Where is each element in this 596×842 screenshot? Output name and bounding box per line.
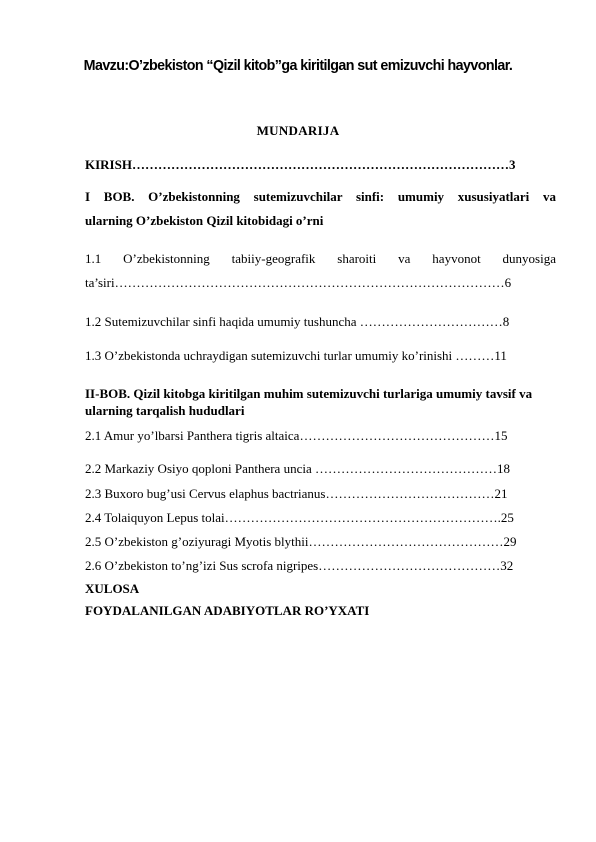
toc-entry-1-2: 1.2 Sutemizuvchilar sinfi haqida umumiy tushuncha ……………………………8 [85, 314, 510, 329]
toc-entry-2-1: 2.1 Amur yo’lbarsi Panthera tigris altaica………………………………………15 [85, 428, 508, 443]
toc-entry-conclusion: XULOSA [85, 581, 140, 596]
toc-entry-2-6: 2.6 O’zbekiston to’ng’izi Sus scrofa nigripes……………………………………32 [85, 558, 514, 573]
toc-entry-2-4: 2.4 Tolaiquyon Lepus tolai……………………………………………………….25 [85, 510, 514, 525]
toc-entry-chapter1-line1: I BOB. O’zbekistonning sutemizuvchilar sinfi: umumiy xususiyatlari va [85, 189, 556, 204]
toc-entry-2-3: 2.3 Buxoro bug’usi Cervus elaphus bactrianus…………………………………21 [85, 486, 508, 501]
toc-entry-1-3: 1.3 O’zbekistonda uchraydigan sutemizuvchi turlar umumiy ko’rinishi ………11 [85, 348, 507, 363]
toc-entry-1-1-line2: ta’siri………………………………………………………………………………6 [85, 275, 512, 290]
toc-entry-chapter1-line2: ularning O’zbekiston Qizil kitobidagi o’rni [85, 213, 324, 228]
toc-entry-intro: KIRISH……………………………………………………………………………3 [85, 157, 516, 172]
toc-title: MUNDARIJA [256, 123, 340, 138]
document-topic: Mavzu:O’zbekiston “Qizil kitob”ga kiritilgan sut emizuvchi hayvonlar. [83, 57, 513, 74]
toc-entry-2-2: 2.2 Markaziy Osiyo qoploni Panthera uncia ……………………………………18 [85, 461, 510, 476]
toc-entry-references: FOYDALANILGAN ADABIYOTLAR RO’YXATI [85, 603, 370, 618]
toc-entry-2-5: 2.5 O’zbekiston g’oziyuragi Myotis blythii………………………………………29 [85, 534, 517, 549]
toc-entry-1-1-line1: 1.1 O’zbekistonning tabiiy-geografik sharoiti va hayvonot dunyosiga [85, 251, 556, 266]
toc-entry-chapter2: II-BOB. Qizil kitobga kiritilgan muhim sutemizuvchi turlariga umumiy tavsif va ularning tarqalish hududlari [85, 386, 533, 418]
